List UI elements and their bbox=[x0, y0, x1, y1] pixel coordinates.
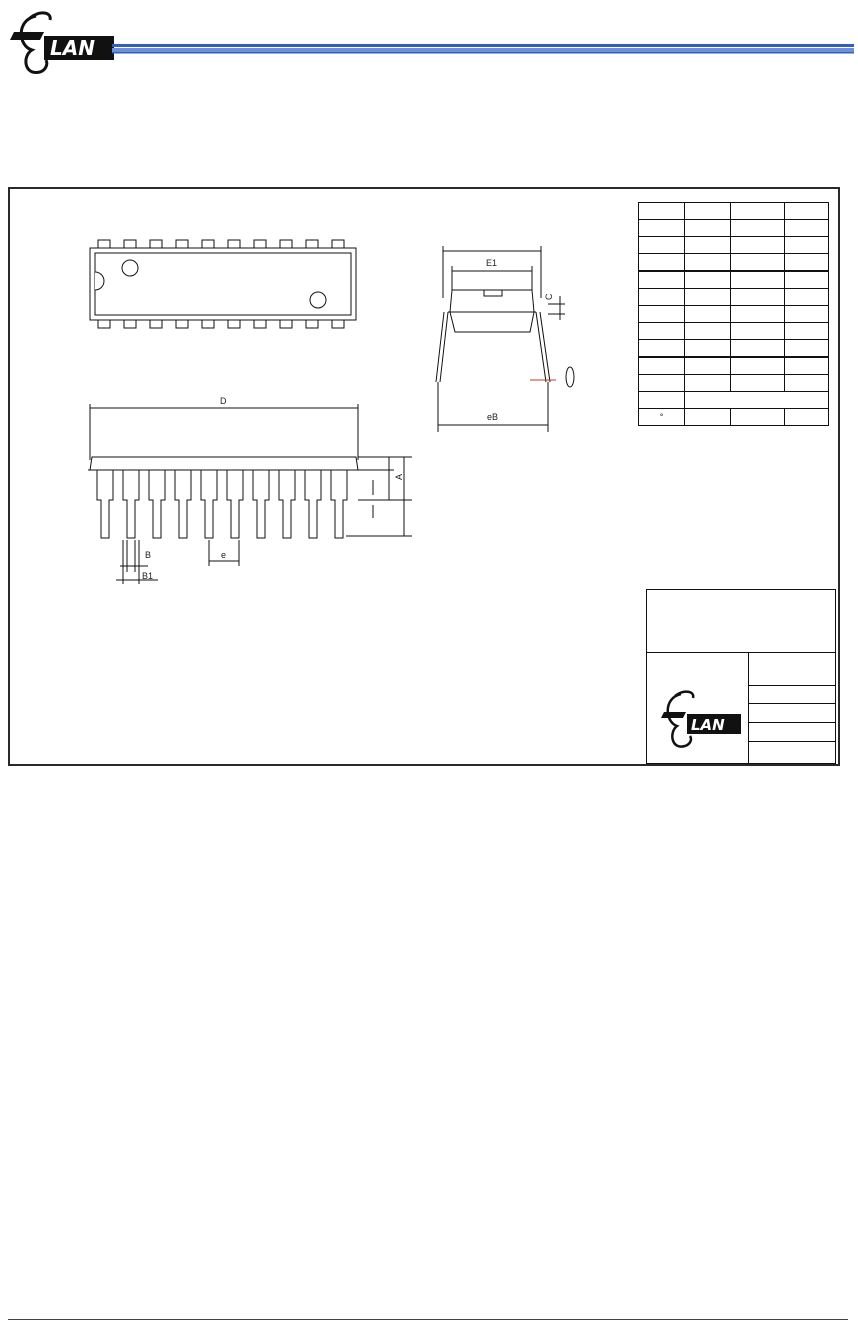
table-row bbox=[639, 409, 829, 426]
title-block bbox=[646, 589, 836, 764]
table-row bbox=[639, 237, 829, 254]
dimension-table bbox=[638, 202, 829, 426]
table-row bbox=[639, 203, 829, 220]
degree-cell: ° bbox=[639, 409, 685, 426]
table-row bbox=[639, 306, 829, 323]
label-c: C bbox=[544, 293, 554, 300]
table-row bbox=[639, 254, 829, 272]
label-e1: E1 bbox=[486, 258, 498, 268]
side-view-pins bbox=[97, 470, 347, 538]
label-a: A bbox=[394, 473, 404, 480]
table-row bbox=[639, 340, 829, 358]
label-d: D bbox=[220, 396, 227, 406]
top-view bbox=[90, 240, 356, 328]
footer-rule bbox=[8, 1319, 848, 1320]
table-row bbox=[639, 220, 829, 237]
table-row bbox=[639, 392, 829, 409]
title-block-logo-text: LAN bbox=[691, 716, 725, 734]
logo-text: LAN bbox=[50, 36, 95, 60]
label-b1: B1 bbox=[142, 571, 154, 581]
table-row bbox=[639, 323, 829, 340]
table-row bbox=[639, 289, 829, 306]
label-eb: eB bbox=[487, 412, 499, 422]
title-block-logo bbox=[655, 686, 743, 756]
table-row bbox=[639, 271, 829, 289]
end-view bbox=[436, 246, 574, 432]
side-view bbox=[88, 404, 412, 584]
table-row bbox=[639, 357, 829, 375]
label-e: e bbox=[221, 550, 227, 560]
table-row bbox=[639, 375, 829, 392]
label-b: B bbox=[145, 550, 152, 560]
